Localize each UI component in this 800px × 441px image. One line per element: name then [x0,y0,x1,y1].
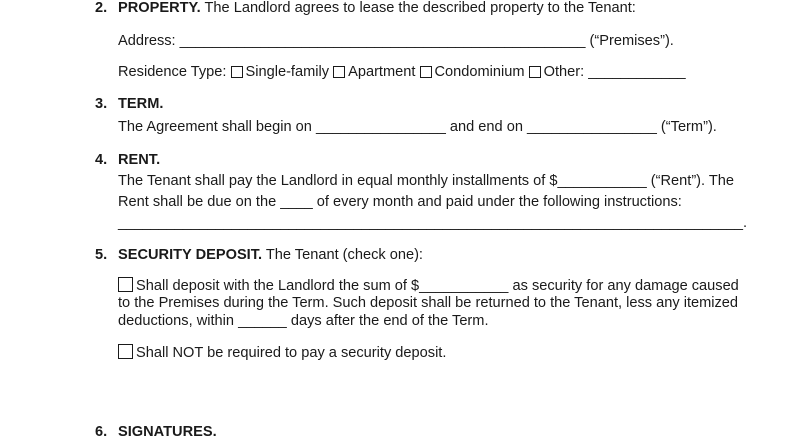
deposit-days-text-b: days after the end of the Term. [286,313,489,329]
deposit-days-blank[interactable]: ______ [238,313,287,329]
rent-line-2 [118,194,682,211]
deposit-text-b: as security for any damage caused [508,278,739,294]
section-6-number: 6. [95,424,108,440]
payment-instructions-blank[interactable]: _____________________________________________________________________________ [118,215,743,231]
address-blank[interactable]: __________________________________________________ [179,33,586,49]
single-family-checkbox[interactable] [231,66,243,78]
section-3-number: 3. [95,96,108,112]
section-4-heading: RENT. [118,152,161,168]
deposit-amount-blank[interactable]: ___________ [419,278,509,294]
residence-type-label: Residence Type: [118,64,231,80]
address-line [118,33,674,50]
rent-due-text-a: Rent shall be due on the [118,194,281,210]
payment-instructions-end: . [742,215,748,231]
section-2-number: 2. [95,0,108,16]
rent-due-day-blank[interactable]: ____ [280,194,313,210]
term-start-blank[interactable]: ________________ [315,119,446,135]
section-5-heading: SECURITY DEPOSIT. [118,247,263,263]
section-5-number: 5. [95,247,108,263]
single-family-label: Single-family [245,64,330,80]
rent-line-1 [118,173,734,190]
other-blank[interactable]: ____________ [588,64,686,80]
section-2-heading: PROPERTY. [118,0,201,16]
term-end-blank[interactable]: ________________ [527,119,657,135]
apartment-label: Apartment [348,64,416,80]
term-text-c: (“Term”). [656,119,717,135]
rent-line-3 [118,215,747,232]
deposit-required-checkbox[interactable] [118,277,133,292]
section-2-intro [118,0,636,17]
term-line [118,119,717,136]
rent-text-b: (“Rent”). The [646,173,735,189]
no-deposit-checkbox[interactable] [118,344,133,359]
deposit-text-a: Shall deposit with the Landlord the sum of $ [136,278,420,294]
condominium-checkbox[interactable] [420,66,432,78]
other-label: Other: [543,64,589,80]
term-text-b: and end on [445,119,527,135]
residence-type-line [118,64,686,81]
address-label: Address: [118,33,180,49]
condominium-label: Condominium [434,64,525,80]
section-2-text: The Landlord agrees to lease the described property to the Tenant: [200,0,636,16]
section-5-intro [118,247,423,264]
apartment-checkbox[interactable] [333,66,345,78]
section-3-heading: TERM. [118,96,164,112]
section-5-text: The Tenant (check one): [262,247,423,263]
rent-amount-blank[interactable]: ___________ [557,173,647,189]
other-checkbox[interactable] [529,66,541,78]
rent-text-a: The Tenant shall pay the Landlord in equal monthly installments of $ [118,173,558,189]
no-deposit-text: Shall NOT be required to pay a security deposit. [136,345,447,361]
deposit-option-1-line-2: to the Premises during the Term. Such deposit shall be returned to the Tenant, less any itemized [118,295,739,311]
term-text-a: The Agreement shall begin on [118,119,316,135]
deposit-option-1-line-1 [118,277,739,295]
section-6-heading: SIGNATURES. [118,424,217,440]
deposit-option-2 [118,344,446,362]
rent-due-text-b: of every month and paid under the following instructions: [312,194,682,210]
section-4-number: 4. [95,152,108,168]
deposit-days-text-a: deductions, within [118,313,239,329]
premises-label: (“Premises”). [585,33,674,49]
deposit-option-1-line-3 [118,313,489,330]
